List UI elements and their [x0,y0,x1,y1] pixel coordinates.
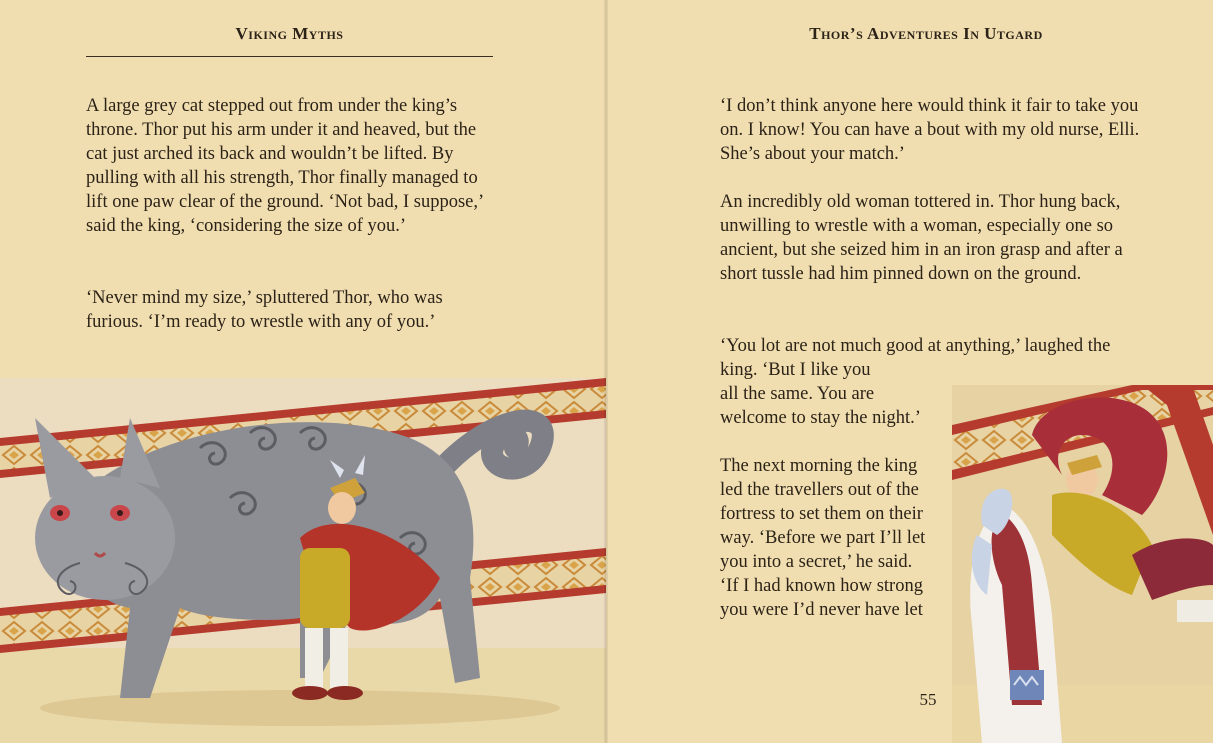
page-number: 55 [919,690,937,709]
cat-and-thor-illustration [0,378,606,743]
elli-illustration-icon [952,385,1213,743]
paragraph-stay-night: all the same. You are welcome to stay the night.’ [720,384,921,428]
paragraph-king-laughs: ‘You lot are not much good at anything,’ laughed the king. ‘But I like you [720,336,1111,380]
paragraph-old-woman: An incredibly old woman tottered in. Thor hung back, unwilling to wrestle with a woman, especially one so ancient, but she seized him in an iron grasp and after a short tussle had him pinned down on the ground. [720,192,1123,284]
paragraph-nurse: ‘I don’t think anyone here would think it fair to take you on. I know! You can have a bout with my old nurse, Elli. She’s about your match.’ [720,96,1140,164]
paragraph-cat: A large grey cat stepped out from under the king’s throne. Thor put his arm under it and heaved, but the cat just arched its back and wouldn’t be lifted. By pulling with all his strength, Thor finally managed to lift one paw clear of the ground. ‘Not bad, I suppose,’ said the king, ‘considering the size of you.’ [86,96,483,236]
right-page [606,0,1213,743]
running-head-left: Viking Myths [235,24,344,43]
paragraph-size: ‘Never mind my size,’ spluttered Thor, who was furious. ‘I’m ready to wrestle with any of you.’ [86,288,443,332]
elli-wrestling-thor-illustration [952,385,1213,743]
header-rule [86,56,493,57]
running-head-right: Thor’s Adventures In Utgard [809,24,1043,43]
left-page [0,0,606,743]
paragraph-next-morning: The next morning the king led the travellers out of the fortress to set them on their way. ‘Before we part I’ll let you into a secret,’ he said. ‘If I had known how strong you were I’d never have let [720,456,926,620]
cat-illustration-icon [0,378,606,743]
